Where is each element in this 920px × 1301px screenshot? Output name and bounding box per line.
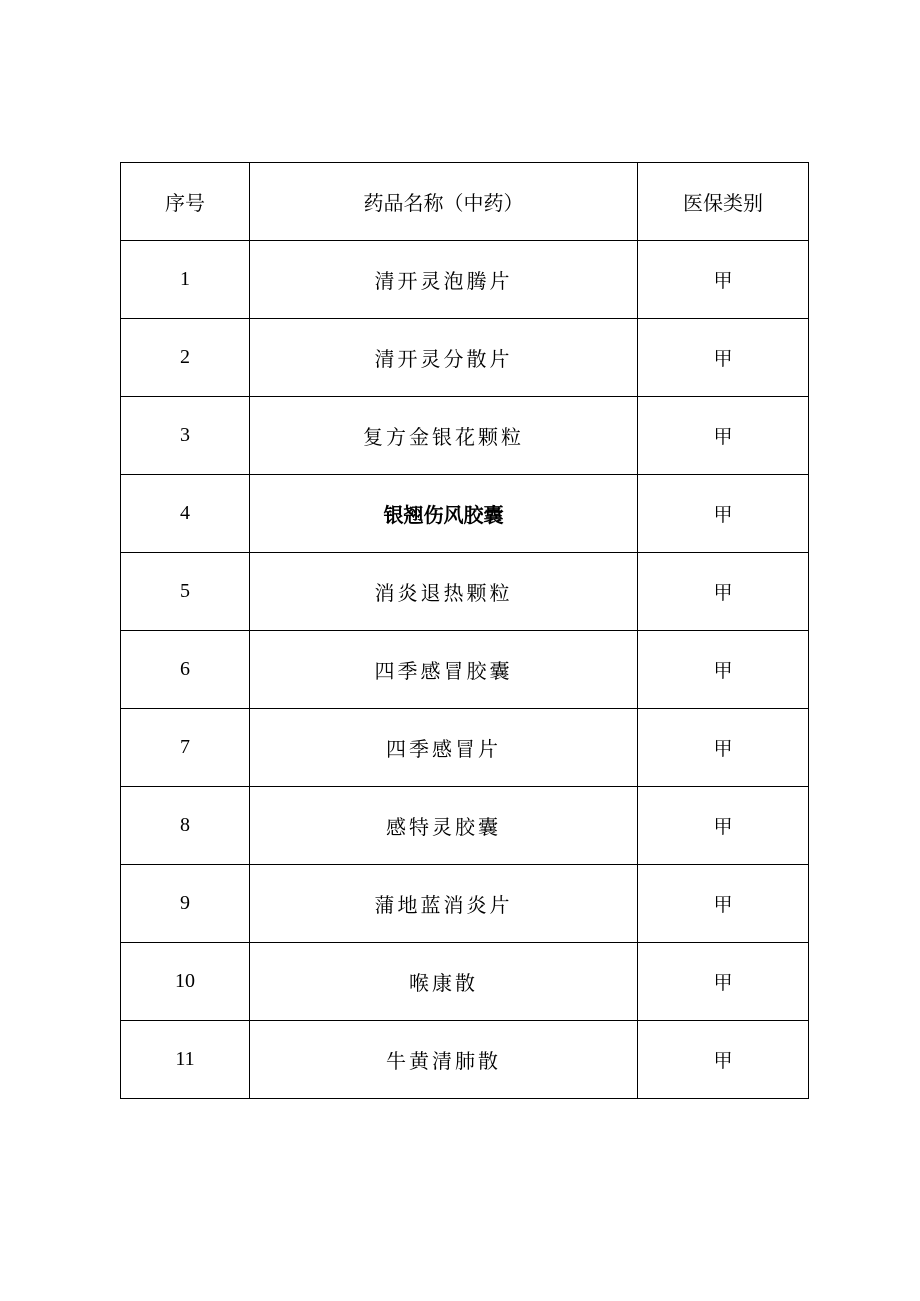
insurance-category-cell: 甲 [638,943,809,1021]
serial-number-cell: 2 [121,319,250,397]
table-row [121,943,809,1021]
drug-name-cell: 四季感冒胶囊 [250,631,638,709]
insurance-category-cell: 甲 [638,319,809,397]
insurance-category-cell: 甲 [638,787,809,865]
insurance-category-cell: 甲 [638,865,809,943]
table-row [121,553,809,631]
insurance-category-cell: 甲 [638,241,809,319]
drug-name-cell: 喉康散 [250,943,638,1021]
drug-name-cell: 四季感冒片 [250,709,638,787]
insurance-category-cell: 甲 [638,1021,809,1099]
insurance-category-cell: 甲 [638,475,809,553]
drug-name-cell: 清开灵分散片 [250,319,638,397]
table-row [121,631,809,709]
serial-number-cell: 4 [121,475,250,553]
serial-number-cell: 1 [121,241,250,319]
serial-number-cell: 7 [121,709,250,787]
drug-name-cell: 消炎退热颗粒 [250,553,638,631]
drug-name-cell: 感特灵胶囊 [250,787,638,865]
insurance-category-cell: 甲 [638,397,809,475]
table-row [121,709,809,787]
table-row [121,475,809,553]
insurance-category-cell: 甲 [638,709,809,787]
header-drug-name: 药品名称（中药） [250,163,638,241]
table-row [121,1021,809,1099]
table-row [121,865,809,943]
drug-name-cell: 清开灵泡腾片 [250,241,638,319]
header-insurance-category: 医保类别 [638,163,809,241]
serial-number-cell: 10 [121,943,250,1021]
insurance-category-cell: 甲 [638,553,809,631]
drug-list-table [120,162,809,1099]
insurance-category-cell: 甲 [638,631,809,709]
table-row [121,787,809,865]
drug-name-cell: 蒲地蓝消炎片 [250,865,638,943]
table-header-row [121,163,809,241]
header-serial-number: 序号 [121,163,250,241]
drug-name-cell: 银翘伤风胶囊 [250,475,638,553]
table-row [121,397,809,475]
serial-number-cell: 8 [121,787,250,865]
serial-number-cell: 5 [121,553,250,631]
serial-number-cell: 6 [121,631,250,709]
table-row [121,319,809,397]
serial-number-cell: 3 [121,397,250,475]
serial-number-cell: 9 [121,865,250,943]
serial-number-cell: 11 [121,1021,250,1099]
drug-name-cell: 复方金银花颗粒 [250,397,638,475]
drug-name-cell: 牛黄清肺散 [250,1021,638,1099]
table-row [121,241,809,319]
